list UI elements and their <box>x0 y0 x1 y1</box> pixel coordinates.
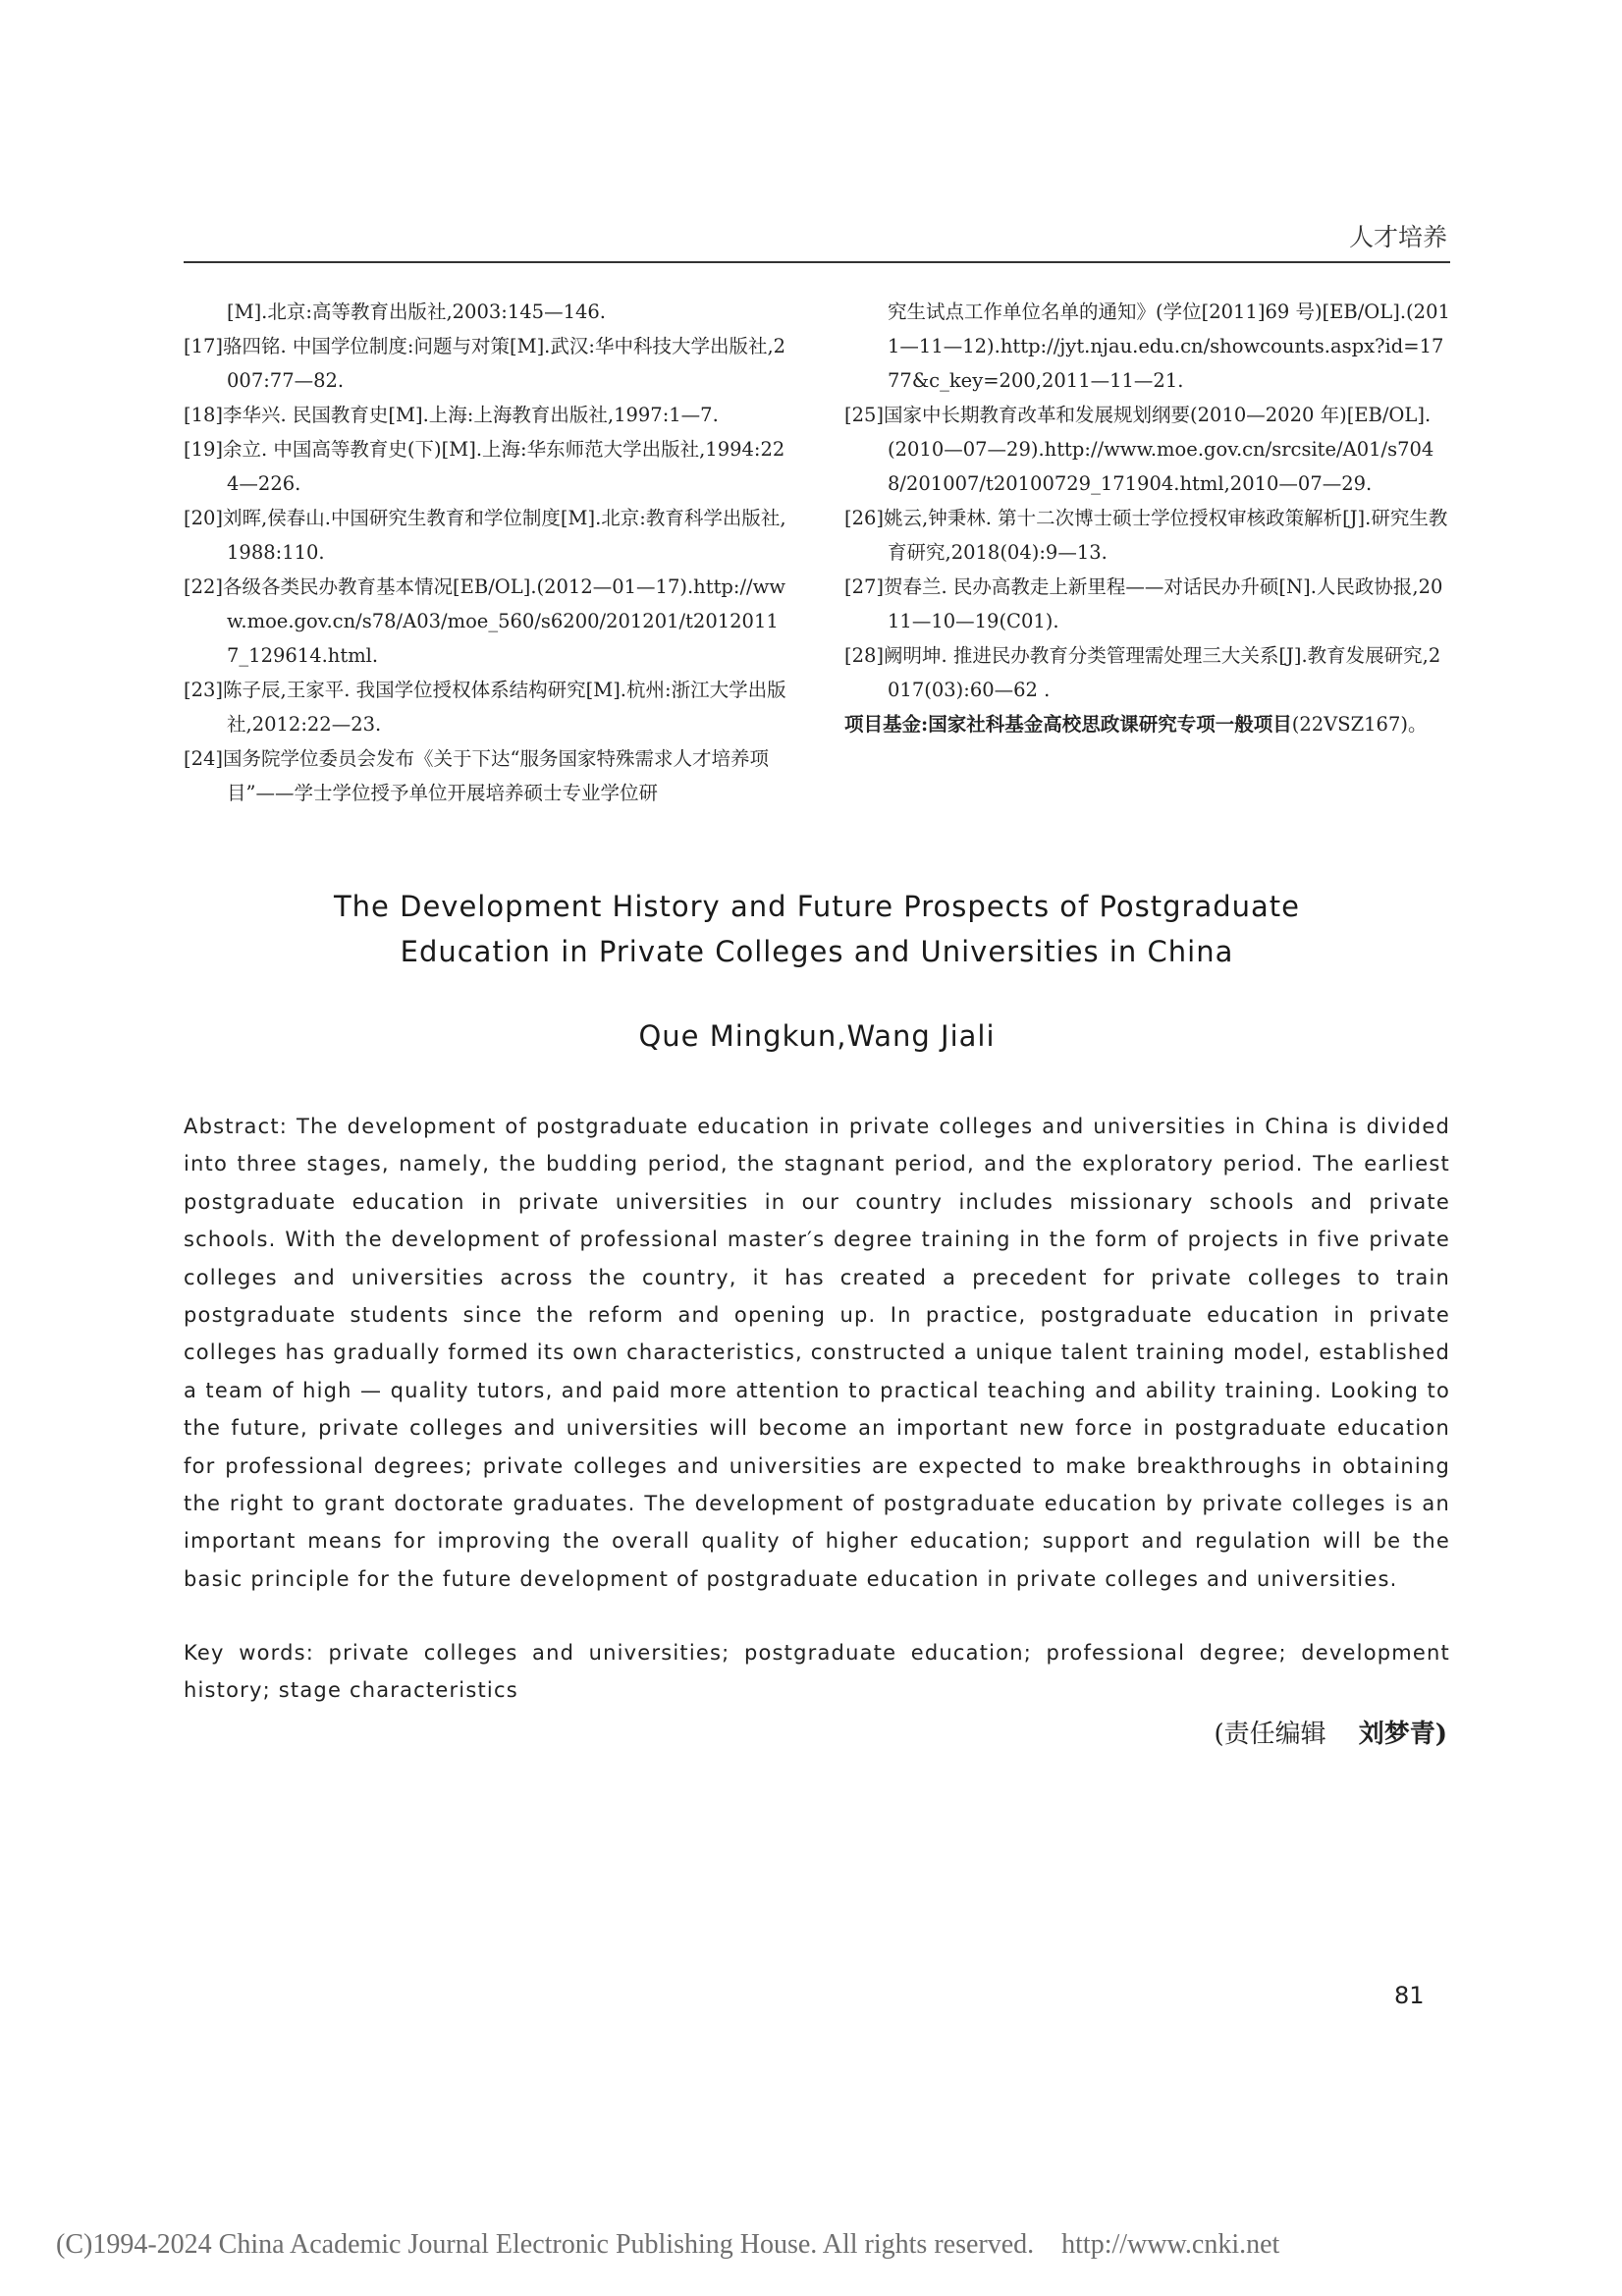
reference-item: [25]国家中长期教育改革和发展规划纲要(2010—2020 年)[EB/OL].(2010—07—29).http://www.moe.gov.cn/srcsite/A01/s7048/201007/t20100729_171904.html,2010—07—29. <box>844 404 1434 495</box>
english-title-line: The Development History and Future Prospects of Postgraduate <box>333 890 1301 923</box>
references-section <box>184 295 1450 805</box>
editor-label: (责任编辑 <box>1214 1720 1326 1749</box>
references-left-column <box>184 295 789 810</box>
reference-item: [24]国务院学位委员会发布《关于下达“服务国家特殊需求人才培养项目”——学士学位授予单位开展培养硕士专业学位研 <box>184 747 769 804</box>
english-abstract: Abstract: The development of postgraduate education in private colleges and universities in China is divided into three stages, namely, the budding period, the stagnant period, and the exploratory period. The earliest postgraduate education in private universities in our country includes missionary schools and private schools. With the development of professional master′s degree training in the form of projects in five private colleges and universities across the country, it has created a precedent for private colleges to train postgraduate students since the reform and opening up. In practice, postgraduate education in private colleges has gradually formed its own characteristics, constructed a unique talent training model, established a team of high — quality tutors, and paid more attention to practical teaching and ability training. Looking to the future, private colleges and universities will become an important new force in postgraduate education for professional degrees; private colleges and universities are expected to make breakthroughs in obtaining the right to grant doctorate graduates. The development of postgraduate education by private colleges is an important means for improving the overall quality of higher education; support and regulation will be the basic principle for the future development of postgraduate education in private colleges and universities. <box>184 1115 1450 1591</box>
funding-text: 国家社科基金高校思政课研究专项一般项目 <box>928 713 1292 736</box>
reference-item: 究生试点工作单位名单的通知》(学位[2011]69 号)[EB/OL].(2011—11—12).http://jyt.njau.edu.cn/showcounts.aspx?id=1777&c_key=200,2011—11—21. <box>888 301 1450 392</box>
responsible-editor <box>1214 1714 1447 1750</box>
page-number: 81 <box>1394 1982 1425 2009</box>
reference-item: [27]贺春兰. 民办高教走上新里程——对话民办升硕[N].人民政协报,2011—10—19(C01). <box>844 575 1443 632</box>
reference-item: [22]各级各类民办教育基本情况[EB/OL].(2012—01—17).http://www.moe.gov.cn/s78/A03/moe_560/s6200/201201/t20120117_129614.html. <box>184 575 785 667</box>
editor-name: 刘梦青) <box>1358 1720 1447 1749</box>
funding-note <box>844 707 1450 741</box>
reference-item: [26]姚云,钟秉林. 第十二次博士硕士学位授权审核政策解析[J].研究生教育研究,2018(04):9—13. <box>844 507 1448 564</box>
funding-code: (22VSZ167)。 <box>1291 713 1428 736</box>
english-title-line: Education in Private Colleges and Universities in China <box>400 935 1234 968</box>
reference-item: [17]骆四铭. 中国学位制度:问题与对策[M].武汉:华中科技大学出版社,2007:77—82. <box>184 335 786 392</box>
english-title <box>184 884 1450 974</box>
english-authors: Que Mingkun,Wang Jiali <box>638 1019 996 1053</box>
reference-item: [20]刘晖,侯春山.中国研究生教育和学位制度[M].北京:教育科学出版社,1988:110. <box>184 507 786 564</box>
reference-item: [18]李华兴. 民国教育史[M].上海:上海教育出版社,1997:1—7. <box>184 404 719 426</box>
funding-label: 项目基金: <box>844 713 929 736</box>
copyright-text: (C)1994-2024 China Academic Journal Electronic Publishing House. All rights reserved. <box>56 2229 1035 2260</box>
section-label: 人才培养 <box>1348 223 1447 251</box>
copyright-footer <box>56 2229 1279 2261</box>
footer-url: http://www.cnki.net <box>1061 2229 1280 2260</box>
reference-item: [28]阙明坤. 推进民办教育分类管理需处理三大关系[J].教育发展研究,2017(03):60—62 . <box>844 644 1441 701</box>
reference-item: [19]余立. 中国高等教育史(下)[M].上海:华东师范大学出版社,1994:224—226. <box>184 438 785 495</box>
header-rule <box>184 261 1450 263</box>
english-keywords: Key words: private colleges and universities; postgraduate education; professional degree; development history; stage characteristics <box>184 1641 1450 1703</box>
reference-item: [23]陈子辰,王家平. 我国学位授权体系结构研究[M].杭州:浙江大学出版社,2012:22—23. <box>184 679 786 736</box>
reference-item: [M].北京:高等教育出版社,2003:145—146. <box>227 301 606 323</box>
references-right-column <box>844 295 1450 741</box>
